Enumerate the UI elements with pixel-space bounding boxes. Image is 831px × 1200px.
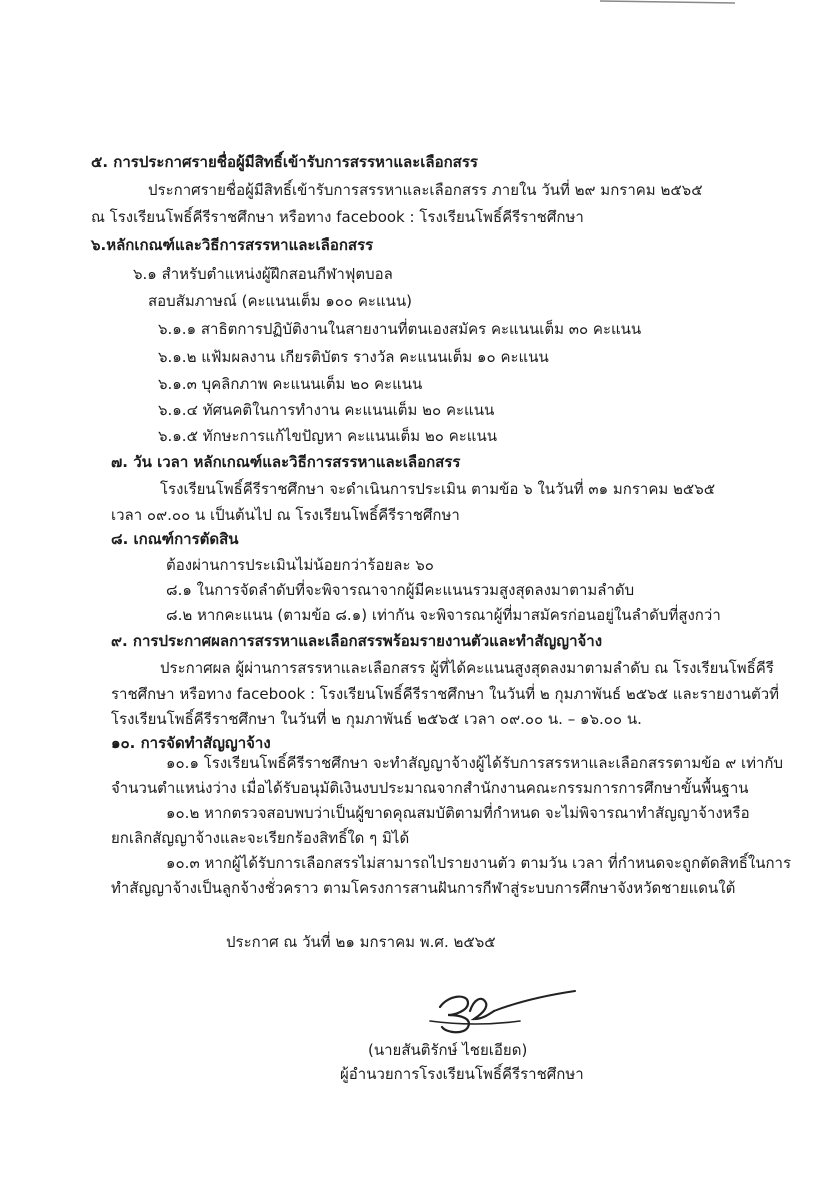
section-6-1-title: ๖.๑ สำหรับตำแหน่งผู้ฝึกสอนกีฬาฟุตบอล xyxy=(133,265,393,283)
criteria-item: ๖.๑.๒ แฟ้มผลงาน เกียรติบัตร รางวัล คะแนนเต็ม ๑๐ คะแนน xyxy=(158,348,549,366)
section-8-line-1: ต้องผ่านการประเมินไม่น้อยกว่าร้อยละ ๖๐ xyxy=(166,556,434,574)
signatory-position: ผู้อำนวยการโรงเรียนโพธิ์คีรีราชศึกษา xyxy=(340,1065,584,1083)
signature-image xyxy=(370,985,580,1037)
section-7-line-2: เวลา ๐๙.๐๐ น เป็นต้นไป ณ โรงเรียนโพธิ์คีรีราชศึกษา xyxy=(111,506,460,524)
interview-line: สอบสัมภาษณ์ (คะแนนเต็ม ๑๐๐ คะแนน) xyxy=(148,292,412,310)
section-8-heading: ๘. เกณฑ์การตัดสิน xyxy=(111,530,239,548)
section-6-heading: ๖.หลักเกณฑ์และวิธีการสรรหาและเลือกสรร xyxy=(91,236,374,254)
section-10-2-line-1: ๑๐.๒ หากตรวจสอบพบว่าเป็นผู้ขาดคุณสมบัติตามที่กำหนด จะไม่พิจารณาทำสัญญาจ้างหรือ xyxy=(166,804,750,822)
section-10-1-line-1: ๑๐.๑ โรงเรียนโพธิ์คีรีราชศึกษา จะทำสัญญาจ้างผู้ได้รับการสรรหาและเลือกสรรตามข้อ ๙ เท่ากับ xyxy=(166,754,784,772)
announcement-date: ประกาศ ณ วันที่ ๒๑ มกราคม พ.ศ. ๒๕๖๕ xyxy=(226,933,496,951)
section-10-heading: ๑๐. การจัดทำสัญญาจ้าง xyxy=(111,734,271,752)
section-9-line-1: ประกาศผล ผู้ผ่านการสรรหาและเลือกสรร ผู้ที่ได้คะแนนสูงสุดลงมาตามลำดับ ณ โรงเรียนโพธิ์คีรี xyxy=(160,659,774,677)
section-5-heading: ๕. การประกาศรายชื่อผู้มีสิทธิ์เข้ารับการสรรหาและเลือกสรร xyxy=(91,153,478,171)
section-7-heading: ๗. วัน เวลา หลักเกณฑ์และวิธีการสรรหาและเลือกสรร xyxy=(111,453,461,471)
section-10-3-line-2: ทำสัญญาจ้างเป็นลูกจ้างชั่วคราว ตามโครงการสานฝันการกีฬาสู่ระบบการศึกษาจังหวัดชายแดนใต้ xyxy=(111,879,736,897)
section-10-1-line-2: จำนวนตำแหน่งว่าง เมื่อได้รับอนุมัติเงินงบประมาณจากสำนักงานคณะกรรมการการศึกษาขั้นพื้นฐาน xyxy=(111,779,749,797)
section-7-line-1: โรงเรียนโพธิ์คีรีราชศึกษา จะดำเนินการประเมิน ตามข้อ ๖ ในวันที่ ๓๑ มกราคม ๒๕๖๕ xyxy=(160,480,716,498)
section-10-2-line-2: ยกเลิกสัญญาจ้างและจะเรียกร้องสิทธิ์ใด ๆ มิได้ xyxy=(111,829,410,847)
scan-edge-mark xyxy=(600,0,735,6)
criteria-item: ๖.๑.๑ สาธิตการปฏิบัติงานในสายงานที่ตนเองสมัคร คะแนนเต็ม ๓๐ คะแนน xyxy=(158,320,642,338)
criteria-item: ๖.๑.๓ บุคลิกภาพ คะแนนเต็ม ๒๐ คะแนน xyxy=(158,375,423,393)
section-10-3-line-1: ๑๐.๓ หากผู้ได้รับการเลือกสรรไม่สามารถไปรายงานตัว ตามวัน เวลา ที่กำหนดจะถูกตัดสิทธิ์ในการ xyxy=(166,854,792,872)
section-8-item-2: ๘.๒ หากคะแนน (ตามข้อ ๘.๑) เท่ากัน จะพิจารณาผู้ที่มาสมัครก่อนอยู่ในลำดับที่สูงกว่า xyxy=(166,606,721,624)
section-9-heading: ๙. การประกาศผลการสรรหาและเลือกสรรพร้อมรายงานตัวและทำสัญญาจ้าง xyxy=(111,632,603,650)
section-9-line-3: โรงเรียนโพธิ์คีรีราชศึกษา ในวันที่ ๒ กุมภาพันธ์ ๒๕๖๕ เวลา ๐๙.๐๐ น. – ๑๖.๐๐ น. xyxy=(111,710,642,728)
criteria-item: ๖.๑.๔ ทัศนคติในการทำงาน คะแนนเต็ม ๒๐ คะแนน xyxy=(158,401,495,419)
section-5-line-1: ประกาศรายชื่อผู้มีสิทธิ์เข้ารับการสรรหาและเลือกสรร ภายใน วันที่ ๒๙ มกราคม ๒๕๖๕ xyxy=(148,181,703,199)
section-5-line-2: ณ โรงเรียนโพธิ์คีรีราชศึกษา หรือทาง facebook : โรงเรียนโพธิ์คีรีราชศึกษา xyxy=(91,208,584,226)
signatory-name: (นายสันติรักษ์ ไชยเอียด) xyxy=(368,1041,528,1059)
section-9-line-2: ราชศึกษา หรือทาง facebook : โรงเรียนโพธิ์คีรีราชศึกษา ในวันที่ ๒ กุมภาพันธ์ ๒๕๖๕ และรายงานตัวที่ xyxy=(111,685,780,703)
section-8-item-1: ๘.๑ ในการจัดลำดับที่จะพิจารณาจากผู้มีคะแนนรวมสูงสุดลงมาตามลำดับ xyxy=(166,581,635,599)
criteria-item: ๖.๑.๕ ทักษะการแก้ไขปัญหา คะแนนเต็ม ๒๐ คะแนน xyxy=(158,427,497,445)
